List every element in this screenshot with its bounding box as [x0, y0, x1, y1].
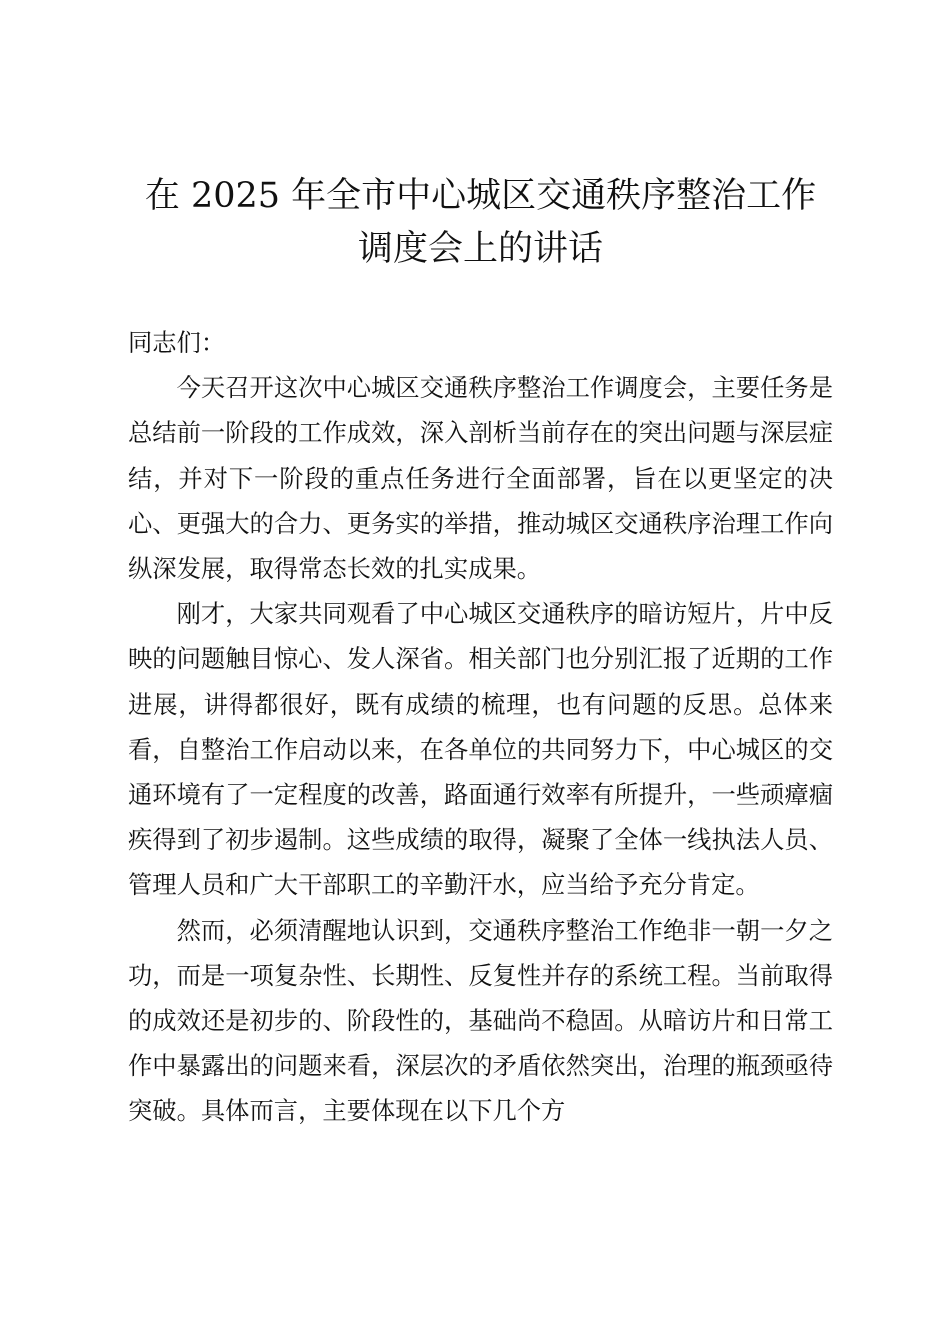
- paragraph-2: 刚才，大家共同观看了中心城区交通秩序的暗访短片，片中反映的问题触目惊心、发人深省。相关部门也分别汇报了近期的工作进展，讲得都很好，既有成绩的梳理，也有问题的反思。总体来看，自整治工作启动以来，在各单位的共同努力下，中心城区的交通环境有了一定程度的改善，路面通行效率有所提升，一些顽瘴痼疾得到了初步遏制。这些成绩的取得，凝聚了全体一线执法人员、管理人员和广大干部职工的辛勤汗水，应当给予充分肯定。: [128, 599, 833, 900]
- salutation: 同志们：: [128, 328, 226, 357]
- paragraph-3: 然而，必须清醒地认识到，交通秩序整治工作绝非一朝一夕之功，而是一项复杂性、长期性、反复性并存的系统工程。当前取得的成效还是初步的、阶段性的，基础尚不稳固。从暗访片和日常工作中暴露出的问题来看，深层次的矛盾依然突出，治理的瓶颈亟待突破。具体而言，主要体现在以下几个方: [128, 915, 833, 1126]
- document-title: 在 2025 年全市中心城区交通秩序整治工作调度会上的讲话: [144, 176, 817, 269]
- document-body: [128, 320, 833, 1134]
- paragraph-1: 今天召开这次中心城区交通秩序整治工作调度会，主要任务是总结前一阶段的工作成效，深入剖析当前存在的突出问题与深层症结，并对下一阶段的重点任务进行全面部署，旨在以更坚定的决心、更强大的合力、更务实的举措，推动城区交通秩序治理工作向纵深发展，取得常态长效的扎实成果。: [128, 373, 833, 584]
